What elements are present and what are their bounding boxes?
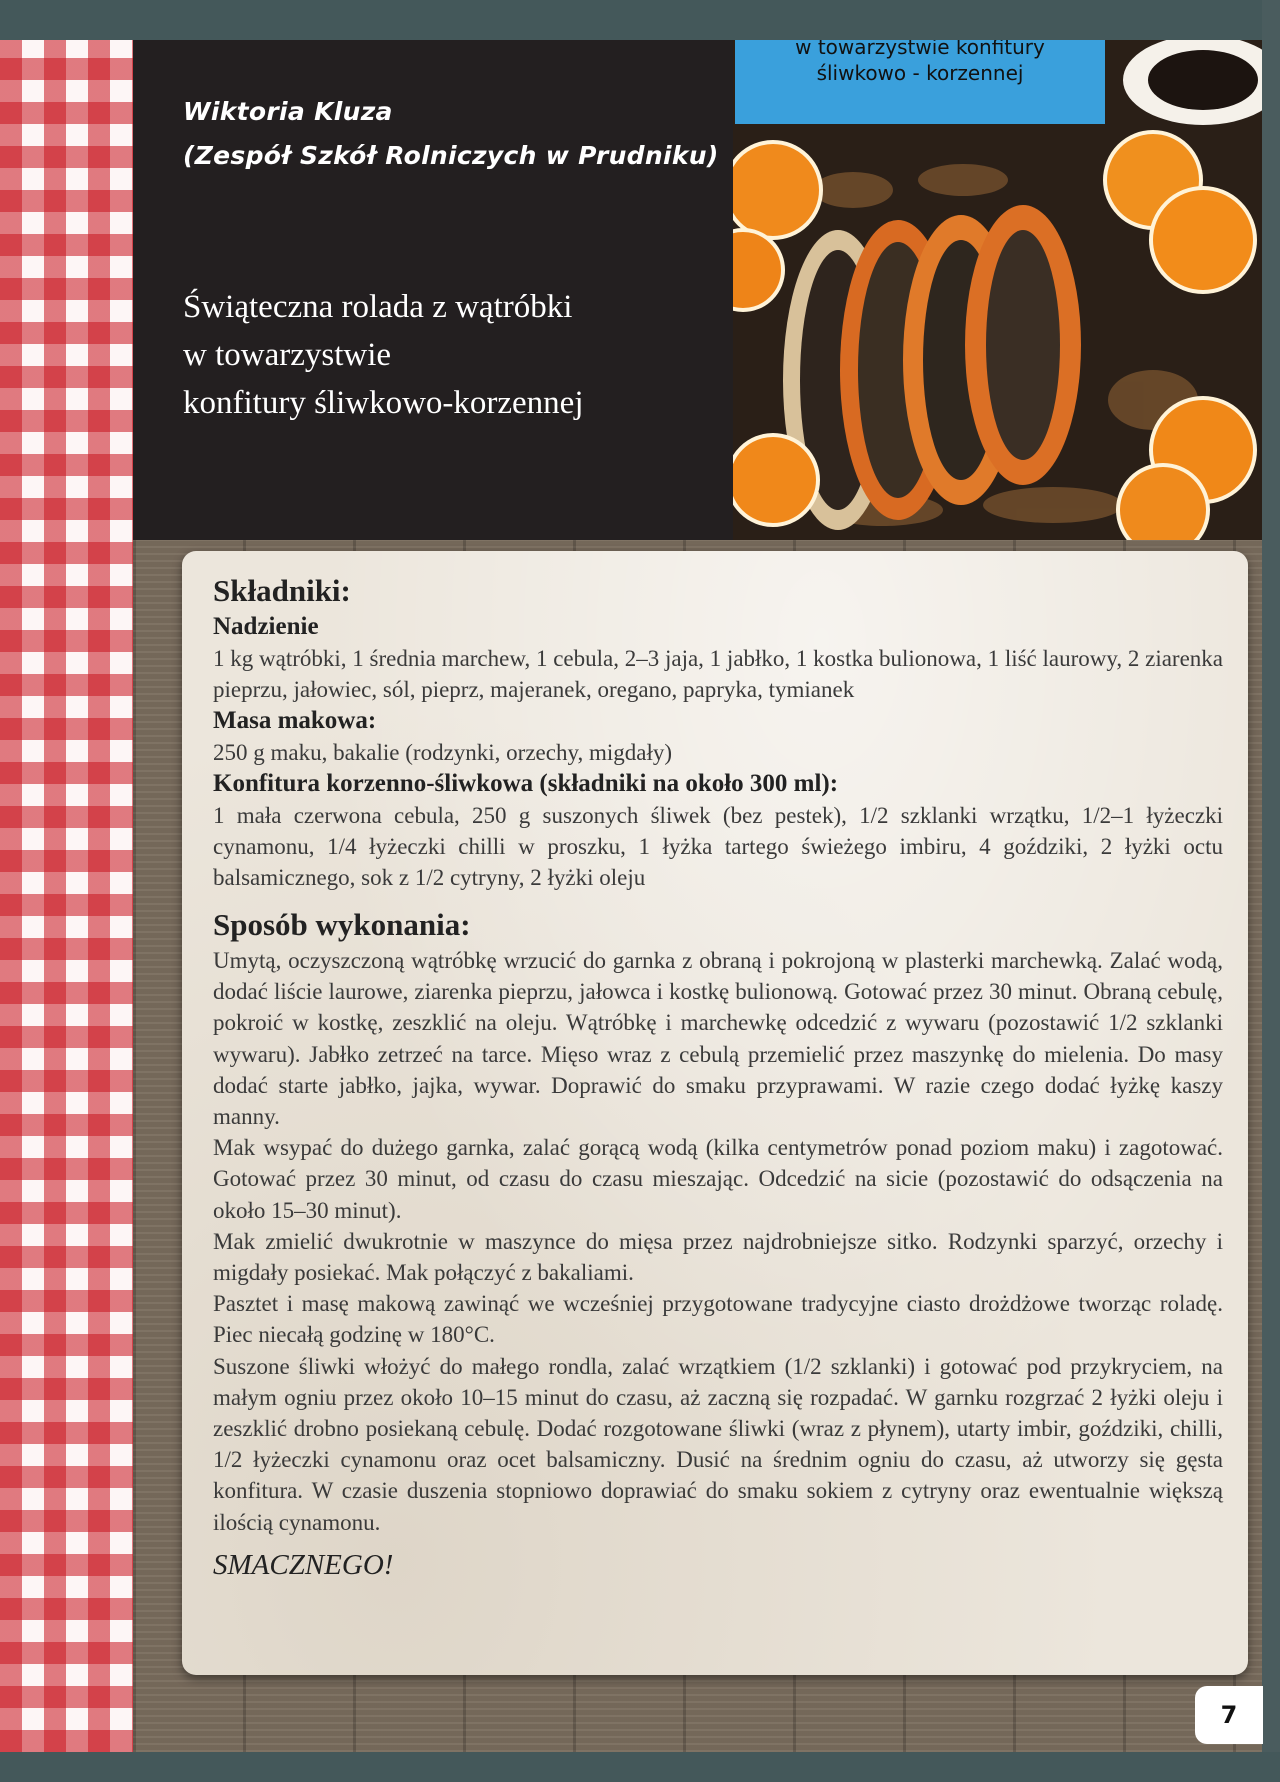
- photo-caption: [735, 40, 1105, 124]
- method-steps: [213, 945, 1223, 1538]
- ingredients-heading: Składniki:: [213, 573, 351, 608]
- author-block: [183, 90, 723, 178]
- title-line-2: w towarzystwie: [183, 337, 392, 373]
- gingham-border: [0, 40, 133, 1752]
- right-frame: [1262, 0, 1280, 1782]
- header-panel: [133, 40, 733, 540]
- method-paragraph: Mak wsypać do dużego garnka, zalać gorącą wodą (kilka centymetrów ponad poziom maku) i zagotować. Gotować przez 30 minut, od czasu do czasu mieszając. Odcedzić na sicie (pozostawić do odsączenia na około 15–30 minut).: [213, 1135, 1223, 1223]
- title-line-1: Świąteczna rolada z wątróbki: [183, 289, 573, 325]
- jam-heading: Konfitura korzenno-śliwkowa (składniki na około 300 ml):: [213, 770, 839, 797]
- bottom-frame: [0, 1752, 1280, 1782]
- filling-heading: Nadzienie: [213, 613, 319, 640]
- roulade-slices: [783, 205, 1081, 530]
- recipe-content: [213, 571, 1223, 1584]
- recipe-title: [183, 283, 723, 427]
- poppy-heading: Masa makowa:: [213, 707, 377, 734]
- method-paragraph: Mak zmielić dwukrotnie w maszynce do mięsa przez najdrobniejsze sitko. Rodzynki sparzyć, orzechy i migdały posiekać. Mak połączyć z bakaliami.: [213, 1228, 1223, 1286]
- poppy-text: 250 g maku, bakalie (rodzynki, orzechy, migdały): [213, 740, 673, 765]
- author-school: (Zespół Szkół Rolniczych w Prudniku): [183, 141, 719, 170]
- method-paragraph: Pasztet i masę makową zawinąć we wcześniej przygotowane tradycyjne ciasto drożdżowe tworząc roladę. Piec niecałą godzinę w 180°C.: [213, 1291, 1223, 1348]
- top-frame: [0, 0, 1280, 40]
- page-number: 7: [1195, 1686, 1263, 1744]
- filling-text: 1 kg wątróbki, 1 średnia marchew, 1 cebula, 2–3 jaja, 1 jabłko, 1 kostka bulionowa, 1 liść laurowy, 2 ziarenka pieprzu, jałowiec, sól, pieprz, majeranek, oregano, papryka, tymianek: [213, 646, 1224, 702]
- method-paragraph: Suszone śliwki włożyć do małego rondla, zalać wrzątkiem (1/2 szklanki) i gotować pod przykryciem, na małym ogniu przez około 10–15 minut do czasu, aż zaczną się rozpadać. W garnku rozgrzać 2 łyżki oleju i zeszklić drobno posiekaną cebulę. Dodać rozgotowane śliwki (wraz z płynem), utarty imbir, goździki, chilli, 1/2 łyżeczki cynamonu oraz ocet balsamiczny. Dusić na średnim ogniu do czasu, aż utworzy się gęsta konfitura. W czasie duszenia stopniowo doprawiać do smaku sokiem z cytryny oraz ewentualnie większą ilością cynamonu.: [213, 1353, 1223, 1535]
- method-heading: Sposób wykonania:: [213, 907, 471, 942]
- caption-line-2: śliwkowo - korzennej: [816, 61, 1024, 85]
- title-line-3: konfitury śliwkowo-korzennej: [183, 385, 584, 421]
- caption-line-1: w towarzystwie konfitury: [795, 40, 1045, 59]
- method-paragraph: Umytą, oczyszczoną wątróbkę wrzucić do garnka z obraną i pokrojoną w plasterki marchewką. Zalać wodą, dodać liście laurowe, ziarenka pieprzu, jałowca i kostkę bulionową. Gotować przez 30 minut. Obraną cebulę, pokroić w kostkę, zeszklić na oleju. Wątróbkę i marchewkę odcedzić z wywaru (pozostawić 1/2 szklanki wywaru). Jabłko zetrzeć na tarce. Mięso wraz z cebulą przemielić przez maszynkę do mielenia. Do masy dodać starte jabłko, jajka, wywar. Doprawić do smaku przyprawami. W razie czego dodać łyżkę kaszy manny.: [213, 948, 1223, 1130]
- closing-text: SMACZNEGO!: [213, 1548, 394, 1581]
- recipe-card: [182, 551, 1248, 1675]
- author-name: Wiktoria Kluza: [183, 97, 393, 126]
- jam-text: 1 mała czerwona cebula, 250 g suszonych śliwek (bez pestek), 1/2 szklanki wrzątku, 1/2–1 łyżeczki cynamonu, 1/4 łyżeczki chilli w proszku, 1 łyżka tartego świeżego imbiru, 4 goździki, 2 łyżki octu balsamicznego, sok z 1/2 cytryny, 2 łyżki oleju: [213, 803, 1223, 890]
